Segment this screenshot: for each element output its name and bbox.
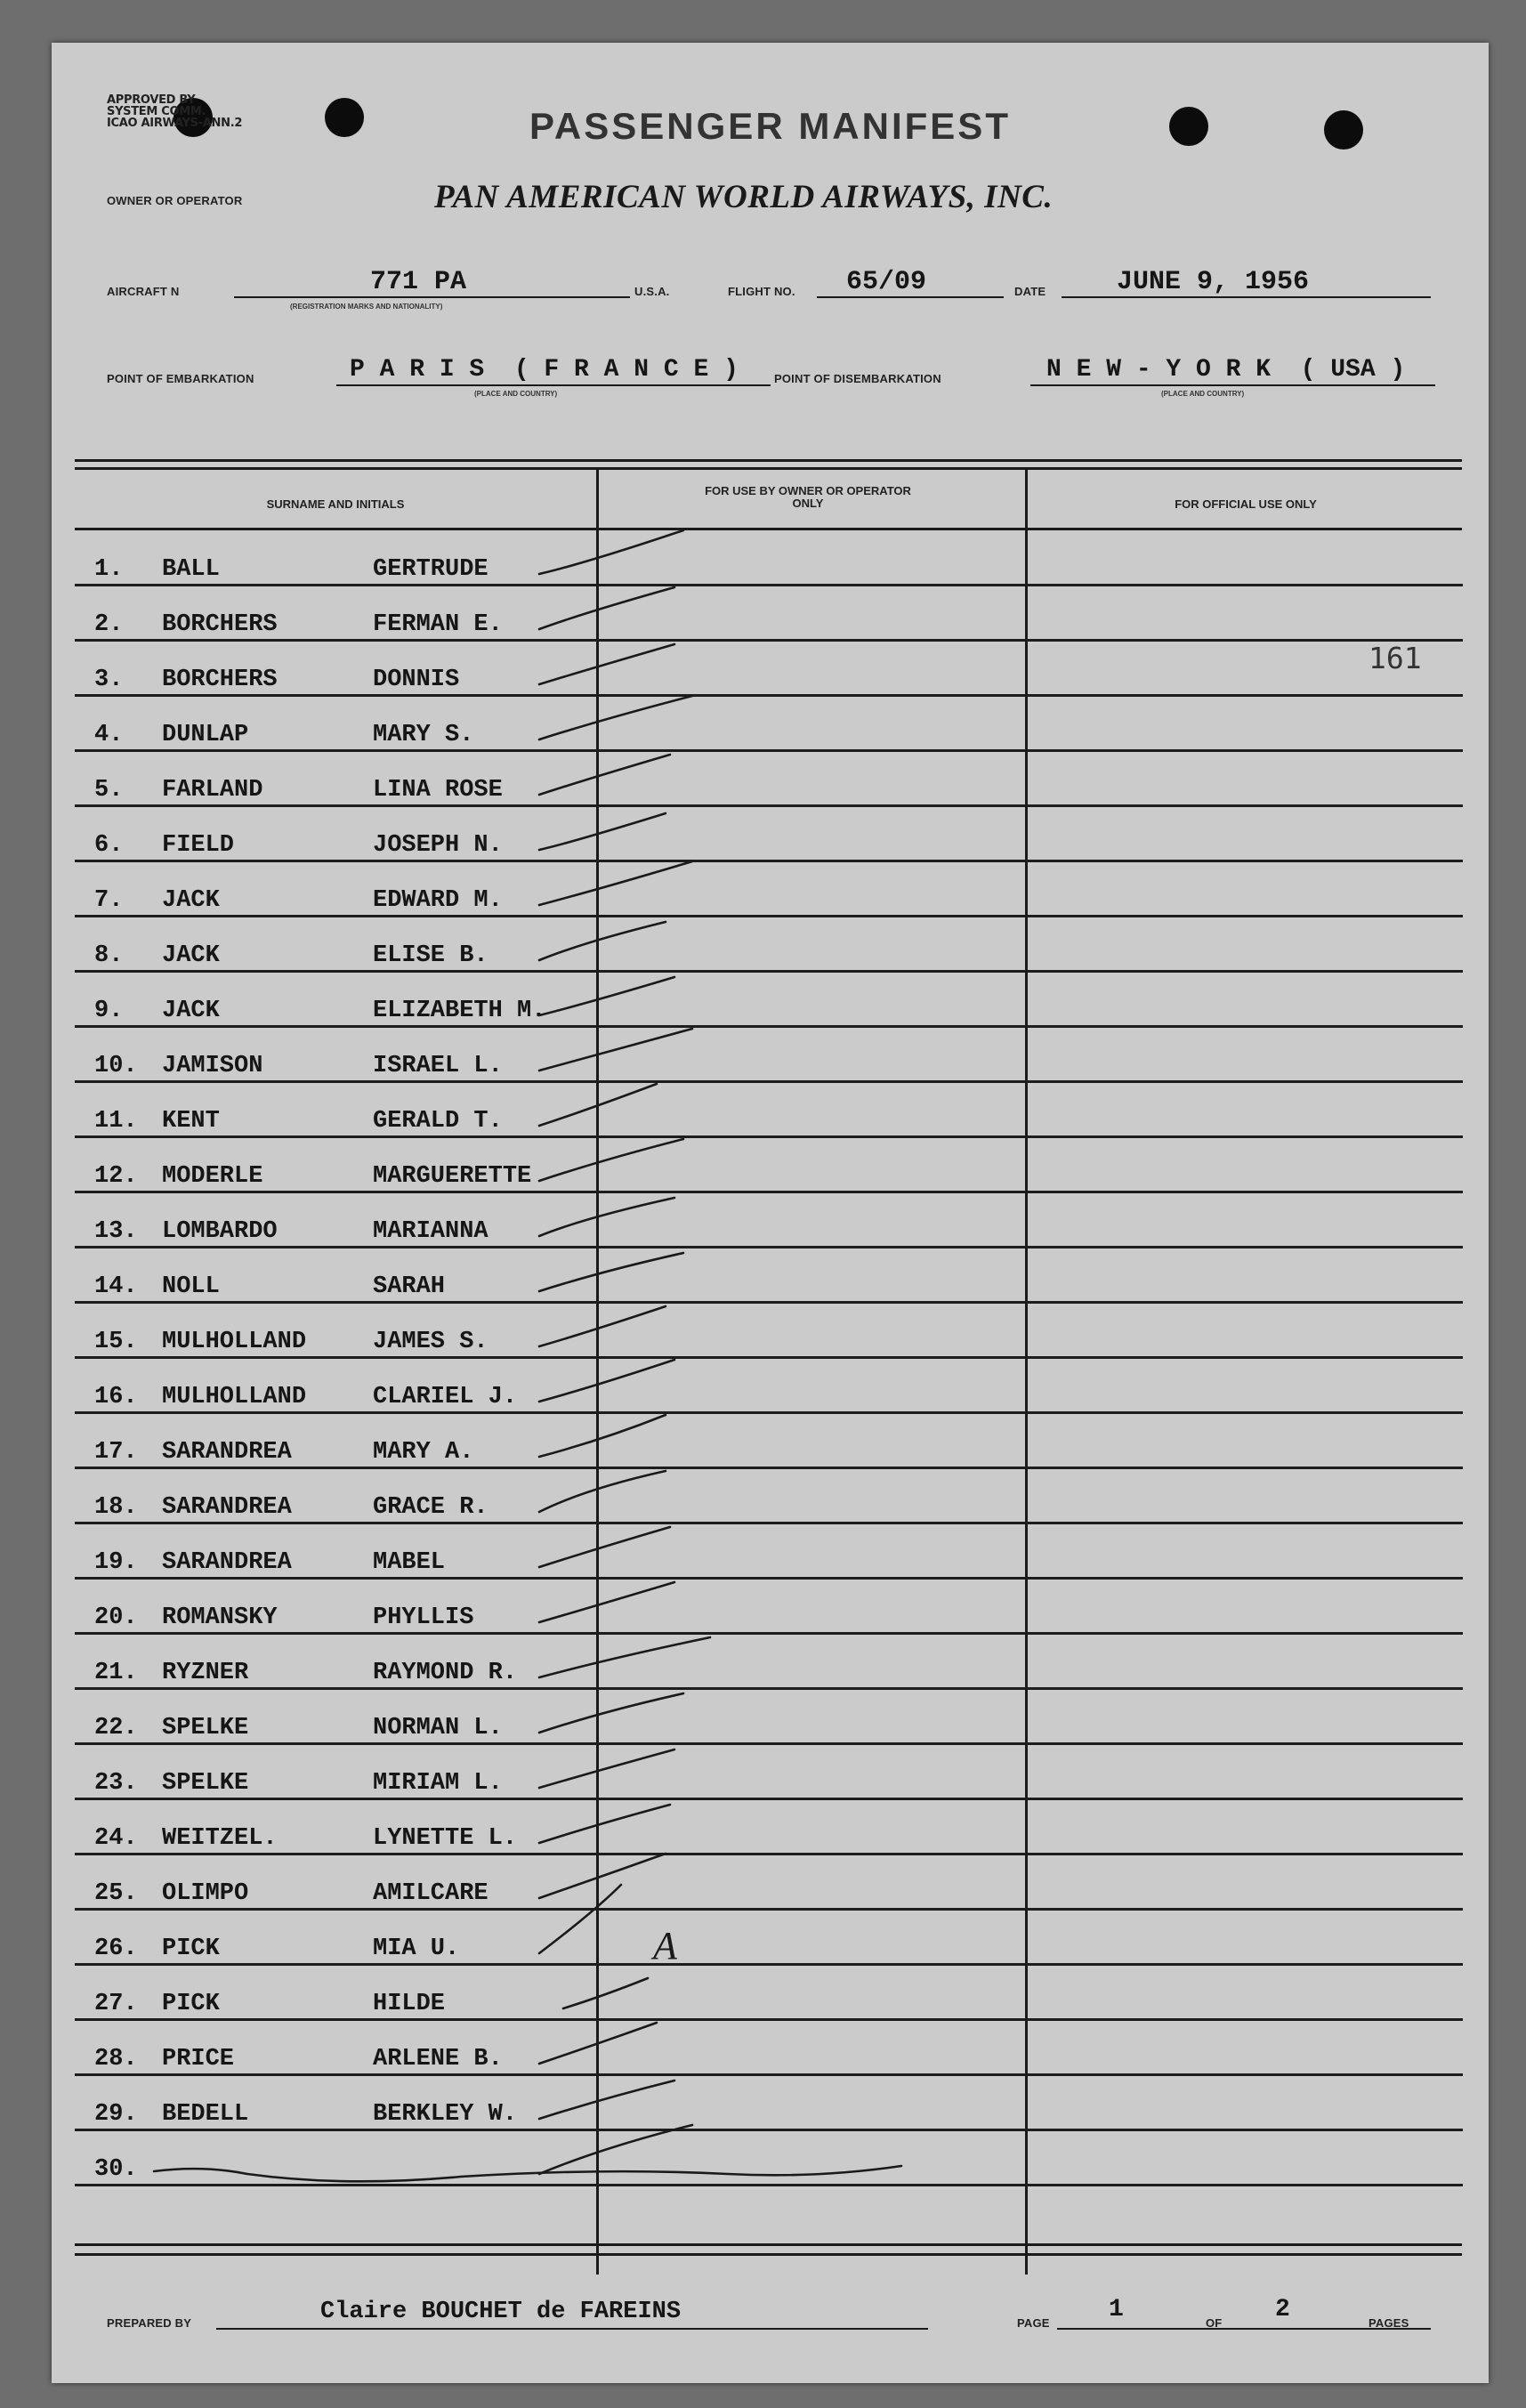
table-row xyxy=(75,586,1463,642)
column-header-official-use: FOR OFFICIAL USE ONLY xyxy=(1175,497,1317,511)
row-number: 28. xyxy=(94,2046,138,2073)
row-number: 9. xyxy=(94,998,124,1024)
table-row xyxy=(75,1800,1463,1855)
disembarkation-label: POINT OF DISEMBARKATION xyxy=(774,372,941,385)
date-label: DATE xyxy=(1014,285,1046,298)
table-row xyxy=(75,1635,1463,1690)
row-number: 2. xyxy=(94,611,124,638)
row-number: 12. xyxy=(94,1163,138,1190)
given-name: MARY A. xyxy=(373,1439,474,1466)
row-number: 27. xyxy=(94,1991,138,2017)
table-row xyxy=(75,752,1463,807)
disembarkation-underline xyxy=(1030,384,1435,386)
given-name: ARLENE B. xyxy=(373,2046,503,2073)
given-name: EDWARD M. xyxy=(373,887,503,914)
given-name: RAYMOND R. xyxy=(373,1660,518,1686)
surname: FIELD xyxy=(162,832,235,859)
pages-label: PAGES xyxy=(1369,2316,1409,2330)
row-number: 6. xyxy=(94,832,124,859)
given-name: NORMAN L. xyxy=(373,1715,503,1741)
table-top-rule xyxy=(75,459,1462,462)
given-name: MARGUERETTE xyxy=(373,1163,532,1190)
surname: BALL xyxy=(162,556,220,583)
given-name: FERMAN E. xyxy=(373,611,503,638)
given-name: MIRIAM L. xyxy=(373,1770,503,1797)
row-number: 5. xyxy=(94,777,124,804)
table-row xyxy=(75,2076,1463,2131)
given-name: AMILCARE xyxy=(373,1880,488,1907)
table-row xyxy=(75,1028,1463,1083)
row-number: 13. xyxy=(94,1218,138,1245)
row-number: 10. xyxy=(94,1053,138,1079)
given-name: ELIZABETH M. xyxy=(373,998,546,1024)
table-row xyxy=(75,807,1463,862)
table-row xyxy=(75,1304,1463,1359)
table-row xyxy=(75,1469,1463,1524)
embarkation-label: POINT OF EMBARKATION xyxy=(107,372,254,385)
surname: PRICE xyxy=(162,2046,235,2073)
given-name: SARAH xyxy=(373,1273,446,1300)
given-name: ISRAEL L. xyxy=(373,1053,503,1079)
given-name: ELISE B. xyxy=(373,942,488,969)
owner-label: OWNER OR OPERATOR xyxy=(107,194,243,207)
row-number: 4. xyxy=(94,722,124,748)
surname: FARLAND xyxy=(162,777,263,804)
given-name: MABEL xyxy=(373,1549,446,1576)
table-row xyxy=(75,1911,1463,1966)
row-number: 8. xyxy=(94,942,124,969)
approval-line: ICAO AIRWAYS-ANN.2 xyxy=(107,117,243,130)
disembarkation-value: N E W - Y O R K ( USA ) xyxy=(1046,356,1406,384)
row-number: 21. xyxy=(94,1660,138,1686)
table-row xyxy=(75,1083,1463,1138)
approval-line: APPROVED BY xyxy=(107,93,196,107)
surname: RYZNER xyxy=(162,1660,249,1686)
surname: MODERLE xyxy=(162,1163,263,1190)
surname: NOLL xyxy=(162,1273,220,1300)
row-number: 16. xyxy=(94,1384,138,1410)
prepared-by-label: PREPARED BY xyxy=(107,2316,192,2330)
surname: JACK xyxy=(162,998,220,1024)
surname: BORCHERS xyxy=(162,611,278,638)
table-row xyxy=(75,531,1463,586)
header-bottom-rule xyxy=(75,528,1462,530)
given-name: CLARIEL J. xyxy=(373,1384,518,1410)
row-number: 23. xyxy=(94,1770,138,1797)
row-number: 1. xyxy=(94,556,124,583)
table-row xyxy=(75,1524,1463,1580)
surname: JACK xyxy=(162,942,220,969)
table-row xyxy=(75,1966,1463,2021)
row-number: 11. xyxy=(94,1108,138,1135)
table-row xyxy=(75,1359,1463,1414)
total-pages: 2 xyxy=(1275,2296,1290,2323)
table-row xyxy=(75,697,1463,752)
surname: JACK xyxy=(162,887,220,914)
table-row xyxy=(75,1580,1463,1635)
table-row xyxy=(75,1193,1463,1248)
row-number: 22. xyxy=(94,1715,138,1741)
embarkation-sublabel: (PLACE AND COUNTRY) xyxy=(474,390,558,398)
surname: SARANDREA xyxy=(162,1439,292,1466)
disembarkation-sublabel: (PLACE AND COUNTRY) xyxy=(1161,390,1245,398)
given-name: HILDE xyxy=(373,1991,446,2017)
table-row xyxy=(75,2021,1463,2076)
surname: JAMISON xyxy=(162,1053,263,1079)
given-name: MARY S. xyxy=(373,722,474,748)
manifest-sheet xyxy=(52,43,1489,2383)
handwritten-letter: A xyxy=(653,1924,677,1968)
surname: PICK xyxy=(162,1991,220,2017)
surname: WEITZEL. xyxy=(162,1825,278,1852)
given-name: MARIANNA xyxy=(373,1218,488,1245)
table-row xyxy=(75,2131,1463,2186)
country-label: U.S.A. xyxy=(634,285,670,298)
row-number: 14. xyxy=(94,1273,138,1300)
aircraft-label: AIRCRAFT N xyxy=(107,285,180,298)
aircraft-sublabel: (REGISTRATION MARKS AND NATIONALITY) xyxy=(290,303,443,311)
table-bottom-rule xyxy=(75,2243,1462,2246)
given-name: LINA ROSE xyxy=(373,777,503,804)
surname: MULHOLLAND xyxy=(162,1384,307,1410)
given-name: GRACE R. xyxy=(373,1494,488,1521)
row-number: 7. xyxy=(94,887,124,914)
surname: BORCHERS xyxy=(162,667,278,693)
row-number: 20. xyxy=(94,1604,138,1631)
surname: LOMBARDO xyxy=(162,1218,278,1245)
embarkation-value: P A R I S ( F R A N C E ) xyxy=(350,356,739,384)
surname: SARANDREA xyxy=(162,1549,292,1576)
approval-line: SYSTEM COMM. xyxy=(107,105,206,118)
table-row xyxy=(75,642,1463,697)
surname: DUNLAP xyxy=(162,722,249,748)
surname: KENT xyxy=(162,1108,220,1135)
surname: OLIMPO xyxy=(162,1880,249,1907)
table-row xyxy=(75,973,1463,1028)
given-name: MIA U. xyxy=(373,1935,460,1962)
surname: SPELKE xyxy=(162,1715,249,1741)
row-number: 29. xyxy=(94,2101,138,2128)
prepared-by-underline xyxy=(216,2328,928,2330)
row-number: 19. xyxy=(94,1549,138,1576)
given-name: PHYLLIS xyxy=(373,1604,474,1631)
page-title: PASSENGER MANIFEST xyxy=(529,105,1011,147)
given-name: LYNETTE L. xyxy=(373,1825,518,1852)
embarkation-underline xyxy=(336,384,771,386)
surname: SARANDREA xyxy=(162,1494,292,1521)
flight-value: 65/09 xyxy=(846,267,927,297)
given-name: BERKLEY W. xyxy=(373,2101,518,2128)
airline-name: PAN AMERICAN WORLD AIRWAYS, INC. xyxy=(434,179,1054,215)
date-value: JUNE 9, 1956 xyxy=(1117,267,1310,297)
given-name: GERTRUDE xyxy=(373,556,488,583)
prepared-by-value: Claire BOUCHET de FAREINS xyxy=(320,2299,682,2325)
table-row xyxy=(75,862,1463,917)
surname: PICK xyxy=(162,1935,220,1962)
table-row xyxy=(75,1855,1463,1911)
given-name: JAMES S. xyxy=(373,1329,488,1355)
given-name: DONNIS xyxy=(373,667,460,693)
row-number: 24. xyxy=(94,1825,138,1852)
aircraft-value: 771 PA xyxy=(370,267,467,297)
row-number: 15. xyxy=(94,1329,138,1355)
row-number: 25. xyxy=(94,1880,138,1907)
given-name: GERALD T. xyxy=(373,1108,503,1135)
table-row xyxy=(75,1745,1463,1800)
table-top-rule xyxy=(75,467,1462,470)
row-number: 18. xyxy=(94,1494,138,1521)
surname: ROMANSKY xyxy=(162,1604,278,1631)
given-name: JOSEPH N. xyxy=(373,832,503,859)
row-number: 17. xyxy=(94,1439,138,1466)
column-header-names: SURNAME AND INITIALS xyxy=(266,497,405,511)
surname: MULHOLLAND xyxy=(162,1329,307,1355)
table-bottom-rule xyxy=(75,2253,1462,2256)
row-rule xyxy=(75,2184,1463,2186)
row-number: 26. xyxy=(94,1935,138,1962)
of-label: OF xyxy=(1206,2316,1223,2330)
official-note: 161 xyxy=(1369,641,1422,675)
surname: SPELKE xyxy=(162,1770,249,1797)
row-number: 3. xyxy=(94,667,124,693)
surname: BEDELL xyxy=(162,2101,249,2128)
table-row xyxy=(75,1248,1463,1304)
row-number: 30. xyxy=(94,2156,138,2183)
page-label: PAGE xyxy=(1017,2316,1050,2330)
flight-label: FLIGHT NO. xyxy=(728,285,795,298)
table-row xyxy=(75,1138,1463,1193)
table-row xyxy=(75,917,1463,973)
column-header-owner-use: FOR USE BY OWNER OR OPERATOR ONLY xyxy=(705,484,911,510)
table-row xyxy=(75,1414,1463,1469)
table-row xyxy=(75,1690,1463,1745)
page-number: 1 xyxy=(1109,2296,1124,2323)
